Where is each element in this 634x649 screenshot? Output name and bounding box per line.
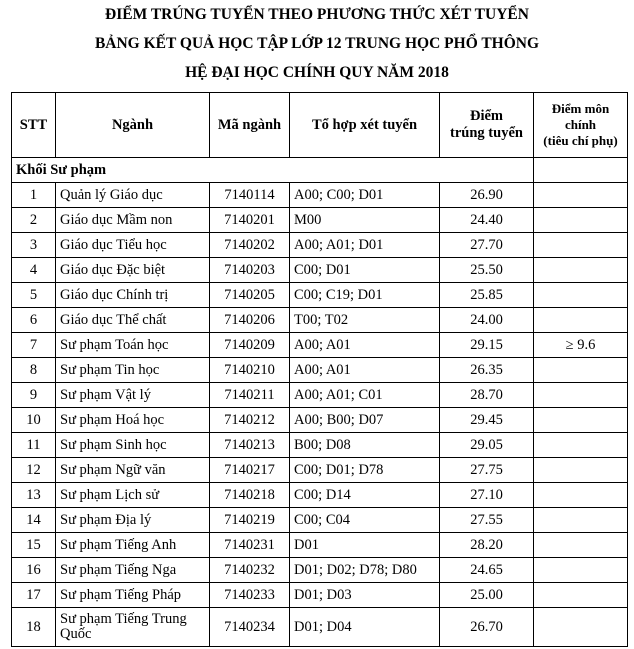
tieu-chi-phu-cell (534, 483, 628, 508)
nganh-cell: Sư phạm Tin học (56, 358, 210, 383)
to-hop-cell: A00; C00; D01 (290, 183, 440, 208)
tieu-chi-phu-cell (534, 458, 628, 483)
header-stt: STT (12, 93, 56, 158)
nganh-cell: Sư phạm Tiếng Nga (56, 558, 210, 583)
to-hop-cell: M00 (290, 208, 440, 233)
table-row (12, 508, 628, 533)
to-hop-cell: A00; B00; D07 (290, 408, 440, 433)
header-row (12, 93, 628, 158)
ma-nganh-cell: 7140202 (210, 233, 290, 258)
table-row (12, 458, 628, 483)
stt-cell: 14 (12, 508, 56, 533)
to-hop-cell: D01; D04 (290, 608, 440, 647)
tieu-chi-phu-cell (534, 183, 628, 208)
diem-cell: 24.00 (440, 308, 534, 333)
tieu-chi-phu-cell (534, 258, 628, 283)
ma-nganh-cell: 7140206 (210, 308, 290, 333)
tieu-chi-phu-cell (534, 583, 628, 608)
nganh-cell: Giáo dục Chính trị (56, 283, 210, 308)
tieu-chi-phu-cell (534, 283, 628, 308)
table-row (12, 608, 628, 647)
ma-nganh-cell: 7140232 (210, 558, 290, 583)
nganh-cell: Sư phạm Địa lý (56, 508, 210, 533)
nganh-cell: Sư phạm Tiếng Pháp (56, 583, 210, 608)
to-hop-cell: C00; D14 (290, 483, 440, 508)
to-hop-cell: T00; T02 (290, 308, 440, 333)
tieu-chi-phu-cell (534, 408, 628, 433)
stt-cell: 8 (12, 358, 56, 383)
table-row (12, 358, 628, 383)
ma-nganh-cell: 7140203 (210, 258, 290, 283)
ma-nganh-cell: 7140114 (210, 183, 290, 208)
diem-cell: 27.75 (440, 458, 534, 483)
table-row (12, 308, 628, 333)
diem-cell: 25.85 (440, 283, 534, 308)
nganh-cell: Sư phạm Sinh học (56, 433, 210, 458)
tieu-chi-phu-cell (534, 208, 628, 233)
tieu-chi-phu-cell: ≥ 9.6 (534, 333, 628, 358)
diem-cell: 24.40 (440, 208, 534, 233)
diem-cell: 29.05 (440, 433, 534, 458)
header-to-hop: Tổ hợp xét tuyển (290, 93, 440, 158)
ma-nganh-cell: 7140231 (210, 533, 290, 558)
nganh-cell: Sư phạm Tiếng Anh (56, 533, 210, 558)
ma-nganh-cell: 7140219 (210, 508, 290, 533)
stt-cell: 2 (12, 208, 56, 233)
nganh-cell: Giáo dục Tiểu học (56, 233, 210, 258)
diem-cell: 27.70 (440, 233, 534, 258)
tieu-chi-phu-cell (534, 608, 628, 647)
stt-cell: 12 (12, 458, 56, 483)
header-ma-nganh: Mã ngành (210, 93, 290, 158)
nganh-cell: Sư phạm Vật lý (56, 383, 210, 408)
table-row (12, 483, 628, 508)
to-hop-cell: D01 (290, 533, 440, 558)
title-line-3: HỆ ĐẠI HỌC CHÍNH QUY NĂM 2018 (185, 64, 449, 81)
group-label: Khối Sư phạm (12, 158, 534, 183)
nganh-cell: Quản lý Giáo dục (56, 183, 210, 208)
to-hop-cell: B00; D08 (290, 433, 440, 458)
title-line-2: BẢNG KẾT QUẢ HỌC TẬP LỚP 12 TRUNG HỌC PHỔ THÔNG (94, 35, 540, 52)
table-row (12, 383, 628, 408)
diem-cell: 27.10 (440, 483, 534, 508)
to-hop-cell: D01; D02; D78; D80 (290, 558, 440, 583)
ma-nganh-cell: 7140217 (210, 458, 290, 483)
stt-cell: 6 (12, 308, 56, 333)
admission-score-table (11, 92, 628, 647)
stt-cell: 1 (12, 183, 56, 208)
diem-cell: 24.65 (440, 558, 534, 583)
table-row (12, 533, 628, 558)
tieu-chi-phu-cell (534, 233, 628, 258)
to-hop-cell: C00; D01; D78 (290, 458, 440, 483)
table-row (12, 233, 628, 258)
header-diem-line1: Điểm (469, 108, 503, 124)
header-nganh: Ngành (56, 93, 210, 158)
tieu-chi-phu-cell (534, 533, 628, 558)
diem-cell: 26.70 (440, 608, 534, 647)
ma-nganh-cell: 7140209 (210, 333, 290, 358)
nganh-cell: Giáo dục Mầm non (56, 208, 210, 233)
tieu-chi-phu-cell (534, 558, 628, 583)
diem-cell: 29.45 (440, 408, 534, 433)
nganh-cell: Giáo dục Đặc biệt (56, 258, 210, 283)
ma-nganh-cell: 7140213 (210, 433, 290, 458)
to-hop-cell: A00; A01 (290, 333, 440, 358)
group-empty-cell (534, 158, 628, 183)
table-row (12, 558, 628, 583)
tieu-chi-phu-cell (534, 508, 628, 533)
table-row (12, 583, 628, 608)
table-row (12, 433, 628, 458)
stt-cell: 10 (12, 408, 56, 433)
stt-cell: 3 (12, 233, 56, 258)
diem-cell: 25.00 (440, 583, 534, 608)
header-mon-chinh (534, 93, 628, 158)
group-row (12, 158, 628, 183)
to-hop-cell: A00; A01 (290, 358, 440, 383)
diem-cell: 25.50 (440, 258, 534, 283)
tieu-chi-phu-cell (534, 358, 628, 383)
ma-nganh-cell: 7140233 (210, 583, 290, 608)
table-row (12, 408, 628, 433)
table-row (12, 183, 628, 208)
ma-nganh-cell: 7140212 (210, 408, 290, 433)
diem-cell: 26.35 (440, 358, 534, 383)
table-row (12, 208, 628, 233)
stt-cell: 15 (12, 533, 56, 558)
header-mon-chinh-line1: Điểm môn chính (551, 101, 610, 132)
table-row (12, 283, 628, 308)
nganh-cell: Sư phạm Lịch sử (56, 483, 210, 508)
stt-cell: 7 (12, 333, 56, 358)
ma-nganh-cell: 7140234 (210, 608, 290, 647)
nganh-cell: Sư phạm Ngữ văn (56, 458, 210, 483)
header-mon-chinh-line2: (tiêu chí phụ) (543, 133, 618, 148)
tieu-chi-phu-cell (534, 383, 628, 408)
to-hop-cell: C00; D01 (290, 258, 440, 283)
stt-cell: 18 (12, 608, 56, 647)
diem-cell: 28.20 (440, 533, 534, 558)
to-hop-cell: A00; A01; D01 (290, 233, 440, 258)
ma-nganh-cell: 7140201 (210, 208, 290, 233)
ma-nganh-cell: 7140205 (210, 283, 290, 308)
tieu-chi-phu-cell (534, 308, 628, 333)
stt-cell: 17 (12, 583, 56, 608)
table-row (12, 258, 628, 283)
stt-cell: 5 (12, 283, 56, 308)
ma-nganh-cell: 7140218 (210, 483, 290, 508)
diem-cell: 27.55 (440, 508, 534, 533)
table-row (12, 333, 628, 358)
stt-cell: 11 (12, 433, 56, 458)
to-hop-cell: C00; C19; D01 (290, 283, 440, 308)
diem-cell: 29.15 (440, 333, 534, 358)
title-line-1: ĐIỂM TRÚNG TUYỂN THEO PHƯƠNG THỨC XÉT TUYỂN (105, 6, 529, 23)
nganh-cell: Sư phạm Toán học (56, 333, 210, 358)
tieu-chi-phu-cell (534, 433, 628, 458)
ma-nganh-cell: 7140210 (210, 358, 290, 383)
header-diem-line2: trúng tuyển (450, 125, 523, 141)
stt-cell: 9 (12, 383, 56, 408)
nganh-cell: Sư phạm Hoá học (56, 408, 210, 433)
diem-cell: 28.70 (440, 383, 534, 408)
diem-cell: 26.90 (440, 183, 534, 208)
stt-cell: 13 (12, 483, 56, 508)
nganh-cell: Sư phạm Tiếng Trung Quốc (56, 608, 210, 647)
nganh-cell: Giáo dục Thể chất (56, 308, 210, 333)
to-hop-cell: D01; D03 (290, 583, 440, 608)
to-hop-cell: C00; C04 (290, 508, 440, 533)
header-diem (440, 93, 534, 158)
to-hop-cell: A00; A01; C01 (290, 383, 440, 408)
ma-nganh-cell: 7140211 (210, 383, 290, 408)
stt-cell: 16 (12, 558, 56, 583)
stt-cell: 4 (12, 258, 56, 283)
